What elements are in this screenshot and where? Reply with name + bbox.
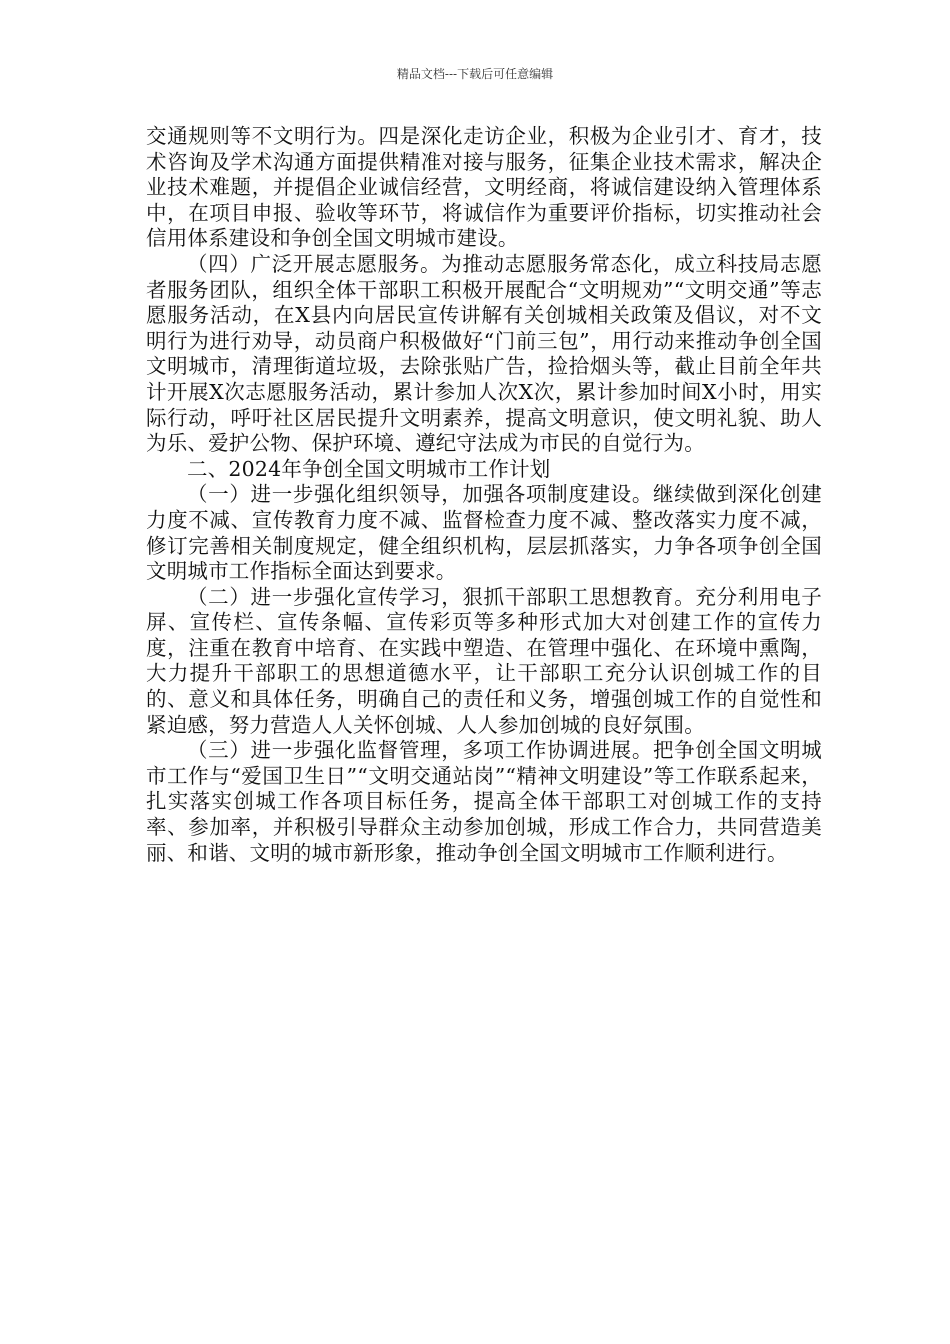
- section-heading-2024-plan: 二、2024年争创全国文明城市工作计划: [187, 456, 551, 481]
- paragraph-organization-leadership: （一）进一步强化组织领导，加强各项制度建设。继续做到深化创建力度不减、宣传教育力度不减、监督检查力度不减、整改落实力度不减，修订完善相关制度规定，健全组织机构，层层抓落实，力争各项争创全国文明城市工作指标全面达到要求。: [146, 482, 822, 584]
- paragraph-volunteer-service: （四）广泛开展志愿服务。为推动志愿服务常态化，成立科技局志愿者服务团队，组织全体干部职工积极开展配合“文明规劝”“文明交通”等志愿服务活动，在X县内向居民宣传讲解有关创城相关政策及倡议，对不文明行为进行劝导，动员商户积极做好“门前三包”，用行动来推动争创全国文明城市，清理街道垃圾，去除张贴广告，捡拾烟头等，截止目前全年共计开展X次志愿服务活动，累计参加人次X次，累计参加时间X小时，用实际行动，呼吁社区居民提升文明素养，提高文明意识，使文明礼貌、助人为乐、爱护公物、保护环境、遵纪守法成为市民的自觉行为。: [146, 251, 822, 456]
- document-body: [146, 124, 822, 866]
- page-header: 精品文档---下载后可任意编辑: [396, 67, 554, 81]
- paragraph-publicity-learning: （二）进一步强化宣传学习，狠抓干部职工思想教育。充分利用电子屏、宣传栏、宣传条幅、宣传彩页等多种形式加大对创建工作的宣传力度，注重在教育中培育、在实践中塑造、在管理中强化、在环境中熏陶，大力提升干部职工的思想道德水平，让干部职工充分认识创城工作的目的、意义和具体任务，明确自己的责任和义务，增强创城工作的自觉性和紧迫感，努力营造人人关怀创城、人人参加创城的良好氛围。: [146, 584, 822, 737]
- paragraph-continuation: 交通规则等不文明行为。四是深化走访企业，积极为企业引才、育才，技术咨询及学术沟通方面提供精准对接与服务，征集企业技术需求，解决企业技术难题，并提倡企业诚信经营，文明经商，将诚信建设纳入管理体系中，在项目申报、验收等环节，将诚信作为重要评价指标，切实推动社会信用体系建设和争创全国文明城市建设。: [146, 124, 822, 251]
- paragraph-supervision-management: （三）进一步强化监督管理，多项工作协调进展。把争创全国文明城市工作与“爱国卫生日”“文明交通站岗”“精神文明建设”等工作联系起来，扎实落实创城工作各项目标任务，提高全体干部职工对创城工作的支持率、参加率，并积极引导群众主动参加创城，形成工作合力，共同营造美丽、和谐、文明的城市新形象，推动争创全国文明城市工作顺利进行。: [146, 738, 822, 865]
